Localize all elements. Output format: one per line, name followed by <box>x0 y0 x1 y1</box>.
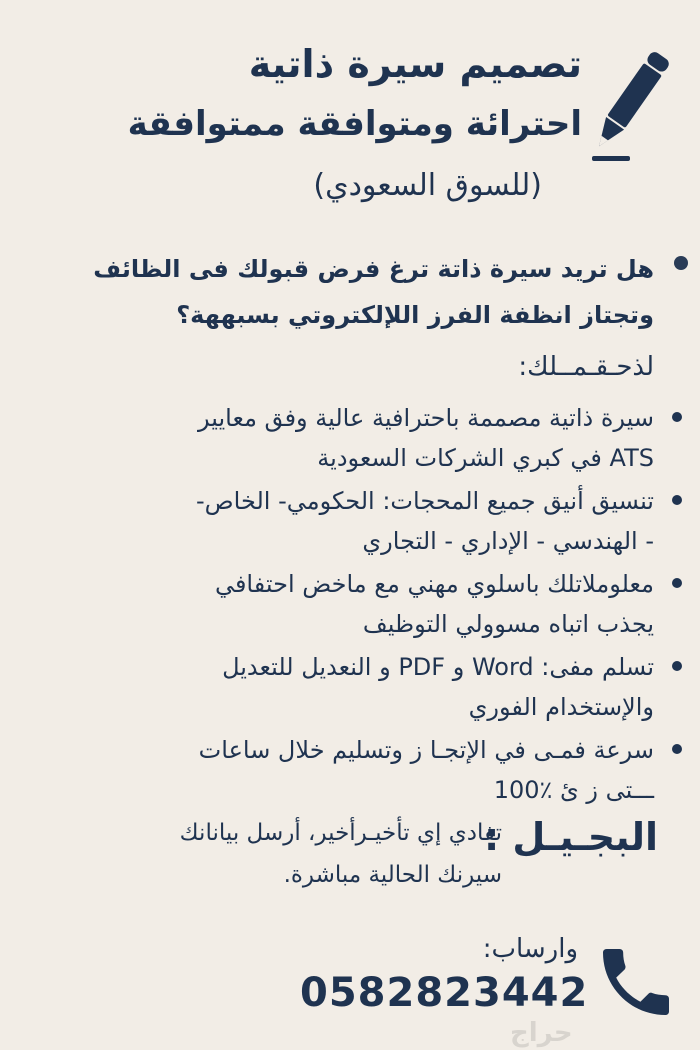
pen-icon <box>590 40 670 165</box>
bullet-dot <box>672 744 682 754</box>
feature-line-1: سرعة فمـى في الإتجـا ز وتسليم خلال ساعات <box>198 736 654 764</box>
feature-line-2: ATS في كبري الشركات السعودية <box>317 444 654 472</box>
feature-line-2: والإستخدام الفوري <box>468 693 654 721</box>
watermark: حراج <box>510 1018 573 1048</box>
cta-line-2: سيرنك الحالية مباشرة. <box>283 862 502 888</box>
feature-line-1: سيرة ذاتية مصممة باحترافية عالية وفق معايير <box>198 404 654 432</box>
bullet-dot <box>672 661 682 671</box>
intro-question <box>44 246 654 338</box>
feature-item <box>34 398 654 478</box>
bullet-dot <box>672 412 682 422</box>
phone-icon <box>592 938 680 1026</box>
feature-line-1: معلوملاتلك باسلوي مهني مع ماخض احتفافي <box>214 570 654 598</box>
feature-line-1: تسلم مفى: Word و PDF و النعديل للتعديل <box>222 653 654 681</box>
title-line-2: احترائة ومتوافقة ممتوافقة <box>127 104 582 144</box>
title-line-3: (للسوق السعودي) <box>313 168 542 203</box>
cta-line-1: تفادي إي تأخيـرأخير، أرسل بيانانك <box>179 820 502 846</box>
features-heading: لذحـقـمــلك: <box>518 352 654 382</box>
cta-label: البجـيـل : <box>483 815 658 859</box>
whatsapp-label: وارساب: <box>482 934 578 964</box>
feature-item <box>34 647 654 727</box>
feature-line-2: ـــتى ز ئ ٪100 <box>493 776 654 804</box>
intro-line-1: هل تريد سيرة ذاتة ترغ فرض قبولك فى الظائف <box>93 255 654 283</box>
cta-text <box>62 812 502 896</box>
feature-item <box>34 481 654 561</box>
bullet-dot <box>672 578 682 588</box>
feature-item <box>34 564 654 644</box>
bullet-dot <box>674 256 688 270</box>
feature-line-2: - الهندسي - الإداري - التجاري <box>362 527 654 555</box>
title-line-1: تصميم سيرة ذاتية <box>248 42 582 86</box>
features-list <box>34 398 654 813</box>
feature-line-1: تنسيق أنيق جميع المحجات: الحكومي- الخاص- <box>195 487 654 515</box>
bullet-dot <box>672 495 682 505</box>
phone-number[interactable]: 0582823442 <box>300 970 589 1016</box>
intro-line-2: وتجتاز انظفة الفرز اللإلكتروتي بسبههة؟ <box>176 301 654 329</box>
feature-item <box>34 730 654 810</box>
feature-line-2: يجذب اتباه مسوولي التوظيف <box>362 610 654 638</box>
